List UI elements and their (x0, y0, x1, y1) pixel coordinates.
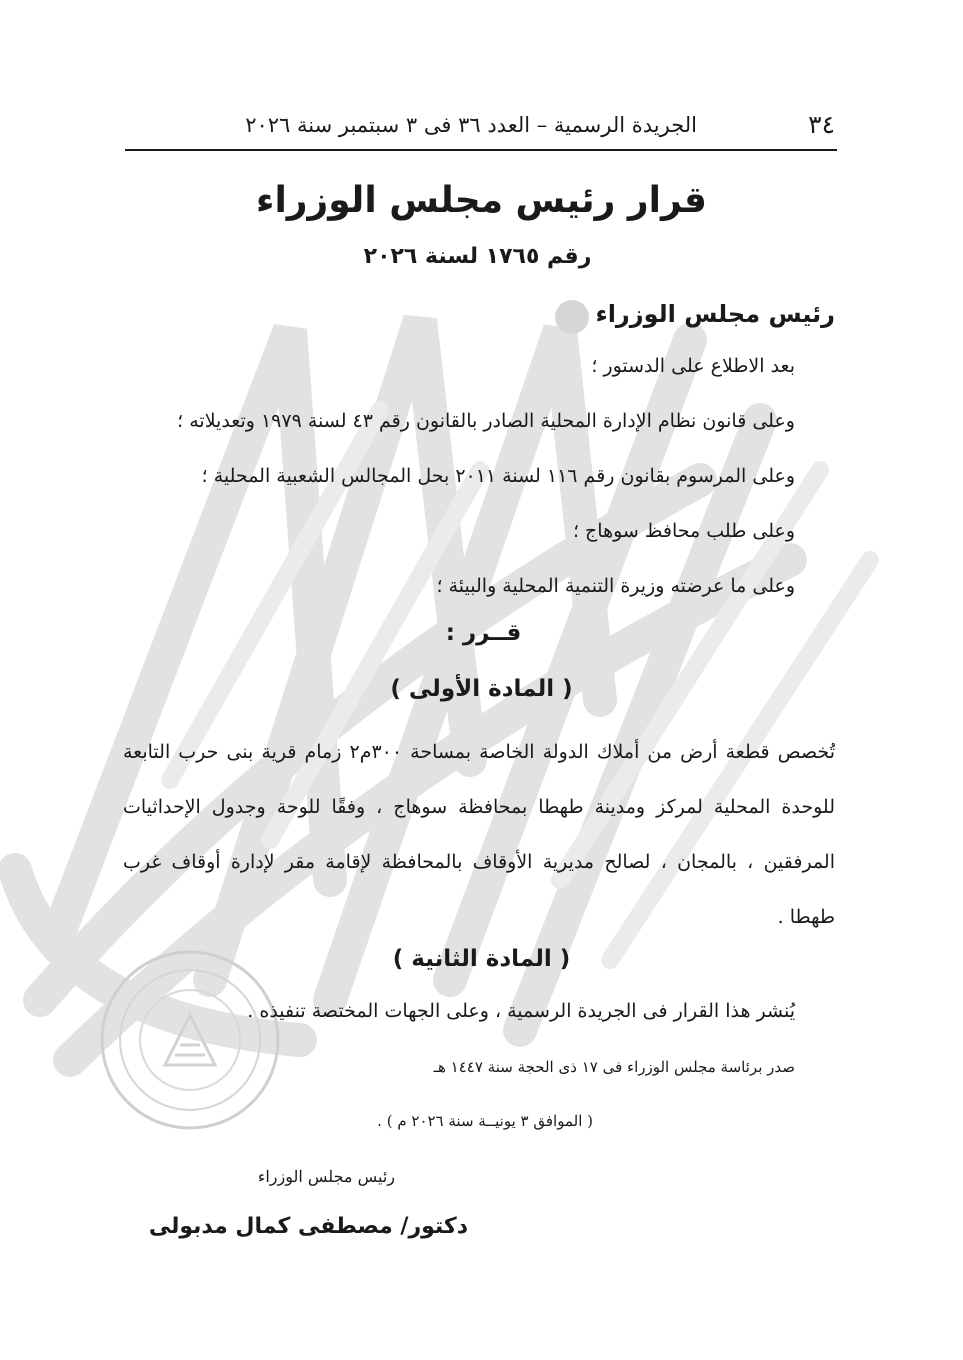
preamble-line: وعلى طلب محافظ سوهاج ؛ (572, 520, 795, 542)
article-1-heading: ( المادة الأولى ) (390, 676, 573, 702)
preamble-line: وعلى قانون نظام الإدارة المحلية الصادر بالقانون رقم ٤٣ لسنة ١٩٧٩ وتعديلاته ؛ (177, 410, 795, 432)
page-number: ٣٤ (808, 110, 835, 139)
article-1-body: تُخصص قطعة أرض من أملاك الدولة الخاصة بمساحة ٣٠٠م٢ زمام قرية بنى حرب التابعة للوحدة المحلية لمركز ومدينة طهطا بمحافظة سوهاج ، وفقًا للوحة وجدول الإحداثيات المرفقين ، بالمجان ، لصالح مديرية الأوقاف بالمحافظة لإقامة مقر لإدارة أوقاف غرب طهطا . (123, 741, 835, 928)
decree-title: قرار رئيس مجلس الوزراء (256, 180, 707, 221)
decorative-dot (555, 300, 589, 334)
issued-statement: صدر برئاسة مجلس الوزراء فى ١٧ ذى الحجة سنة ١٤٤٧ هـ (433, 1058, 795, 1076)
page-header (125, 108, 837, 148)
preamble-line: وعلى المرسوم بقانون رقم ١١٦ لسنة ٢٠١١ بحل المجالس الشعبية المحلية ؛ (201, 465, 795, 487)
gregorian-date: ( الموافق ٣ يونيــة سنة ٢٠٢٦ م ) . (377, 1112, 593, 1130)
article-2-body: يُنشر هذا القرار فى الجريدة الرسمية ، وعلى الجهات المختصة تنفيذه . (247, 1000, 795, 1022)
issuer-heading: رئيس مجلس الوزراء (595, 300, 835, 328)
signatory-title: رئيس مجلس الوزراء (257, 1167, 395, 1186)
preamble-line: وعلى ما عرضته وزيرة التنمية المحلية والبيئة ؛ (436, 575, 795, 597)
ministry-seal (95, 945, 285, 1135)
signatory-name: دكتور/ مصطفى كمال مدبولى (148, 1214, 468, 1239)
preamble-line: بعد الاطلاع على الدستور ؛ (591, 355, 795, 377)
running-title: الجريدة الرسمية – العدد ٣٦ فى ٣ سبتمبر سنة ٢٠٢٦ (245, 113, 697, 137)
decree-number: رقم ١٧٦٥ لسنة ٢٠٢٦ (363, 244, 592, 269)
decided-label: قــرر : (445, 620, 522, 646)
article-2-heading: ( المادة الثانية ) (392, 946, 571, 972)
header-divider (125, 149, 837, 151)
